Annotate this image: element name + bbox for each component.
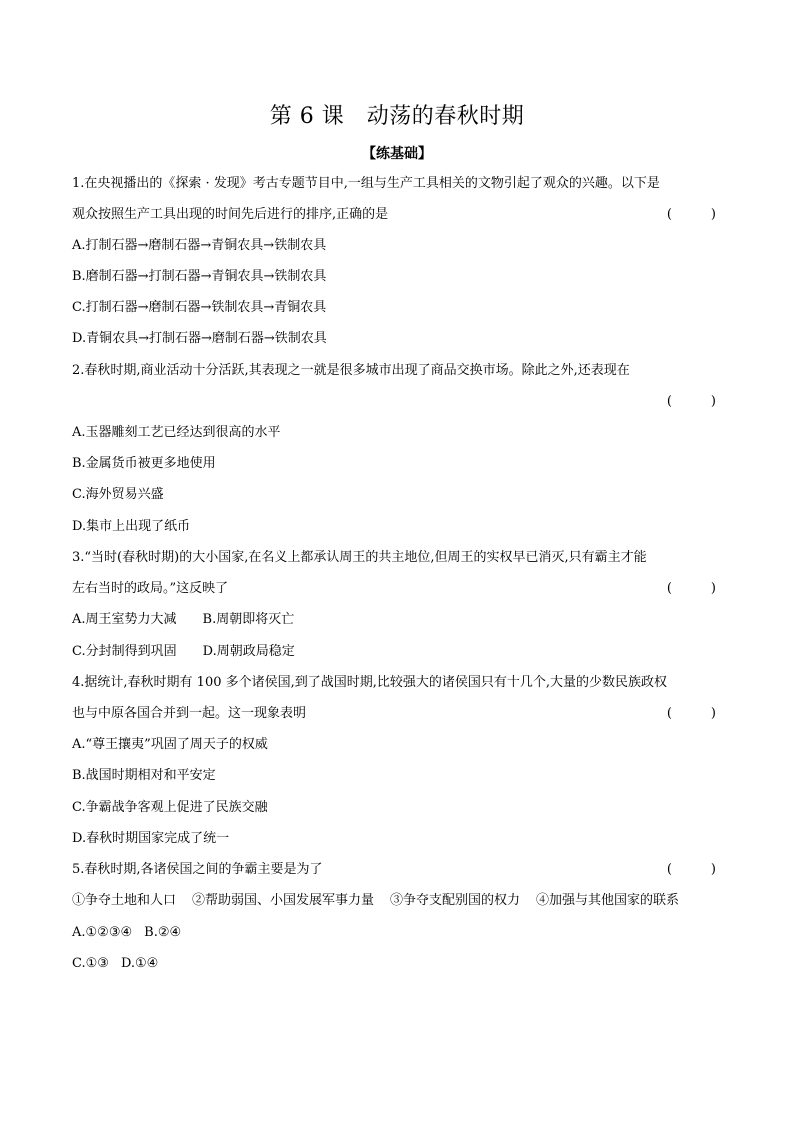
q5-options-row2 (72, 952, 722, 976)
q3-options-row1 (72, 608, 722, 632)
q2-option-b: B.金属货币被更多地使用 (72, 456, 216, 471)
q1-stem-text: 观众按照生产工具出现的时间先后进行的排序,正确的是 (72, 207, 389, 222)
q5-choice-4: ④加强与其他国家的联系 (536, 893, 680, 908)
q3-options-row2 (72, 640, 722, 664)
q4-option-c: C.争霸战争客观上促进了民族交融 (72, 800, 268, 815)
q4-option-d: D.春秋时期国家完成了统一 (72, 831, 230, 846)
q1-option-c: C.打制石器→磨制石器→铁制农具→青铜农具 (72, 300, 327, 315)
q5-options-row1 (72, 921, 722, 945)
q4-answer-blank: ( ) (666, 706, 716, 721)
q5-option-b: B.②④ (144, 925, 182, 940)
q1-option-a: A.打制石器→磨制石器→青铜农具→铁制农具 (72, 238, 327, 253)
q5-option-c: C.①③ (72, 956, 109, 971)
q2-stem-line1: 2.春秋时期,商业活动十分活跃,其表现之一就是很多城市出现了商品交换市场。除此之外,还表现在 (72, 363, 630, 378)
q1-option-b: B.磨制石器→打制石器→青铜农具→铁制农具 (72, 269, 327, 284)
q3-stem-line1: 3.“当时(春秋时期)的大小国家,在名义上都承认周王的共主地位,但周王的实权早已消灭,只有霸主才能 (72, 550, 647, 565)
q4-option-b: B.战国时期相对和平安定 (72, 768, 216, 783)
q3-option-b: B.周朝即将灭亡 (202, 612, 295, 627)
q4-option-a: A.“尊王攘夷”巩固了周天子的权威 (72, 737, 268, 752)
q5-choice-3: ③争夺支配别国的权力 (390, 893, 521, 908)
q1-stem-line1: 1.在央视播出的《探索 · 发现》考古专题节目中,一组与生产工具相关的文物引起了观众的兴趣。以下是 (72, 176, 660, 191)
q1-stem-line2 (72, 203, 722, 227)
q5-answer-blank: ( ) (666, 862, 716, 877)
q1-option-d: D.青铜农具→打制石器→磨制石器→铁制农具 (72, 331, 327, 346)
q3-option-a: A.周王室势力大减 (72, 612, 177, 627)
q2-option-c: C.海外贸易兴盛 (72, 487, 164, 502)
q5-stem-text: 5.春秋时期,各诸侯国之间的争霸主要是为了 (72, 862, 323, 877)
q2-option-d: D.集市上出现了纸币 (72, 519, 191, 534)
q5-choice-2: ②帮助弱国、小国发展军事力量 (192, 893, 375, 908)
section-heading: 【练基础】 (362, 146, 432, 162)
lesson-title: 第 6 课 动荡的春秋时期 (269, 104, 525, 129)
q5-option-a: A.①②③④ (72, 925, 133, 940)
q3-answer-blank: ( ) (666, 581, 716, 596)
q2-answer-line (72, 390, 722, 414)
q2-answer-blank: ( ) (666, 394, 716, 409)
q3-option-c: C.分封制得到巩固 (72, 644, 177, 659)
q5-choices-row (72, 889, 722, 913)
q3-option-d: D.周朝政局稳定 (202, 644, 295, 659)
q3-stem-text: 左右当时的政局。”这反映了 (72, 581, 229, 596)
q2-option-a: A.玉器雕刻工艺已经达到很高的水平 (72, 425, 281, 440)
q5-choice-1: ①争夺土地和人口 (72, 893, 177, 908)
q4-stem-line1: 4.据统计,春秋时期有 100 多个诸侯国,到了战国时期,比较强大的诸侯国只有十几个,大量的少数民族政权 (72, 675, 668, 690)
q3-stem-line2 (72, 577, 722, 601)
q4-stem-line2 (72, 702, 722, 726)
q5-option-d: D.①④ (120, 956, 159, 971)
q4-stem-text: 也与中原各国合并到一起。这一现象表明 (72, 706, 307, 721)
q1-answer-blank: ( ) (666, 207, 716, 222)
q5-stem-line1 (72, 858, 722, 882)
